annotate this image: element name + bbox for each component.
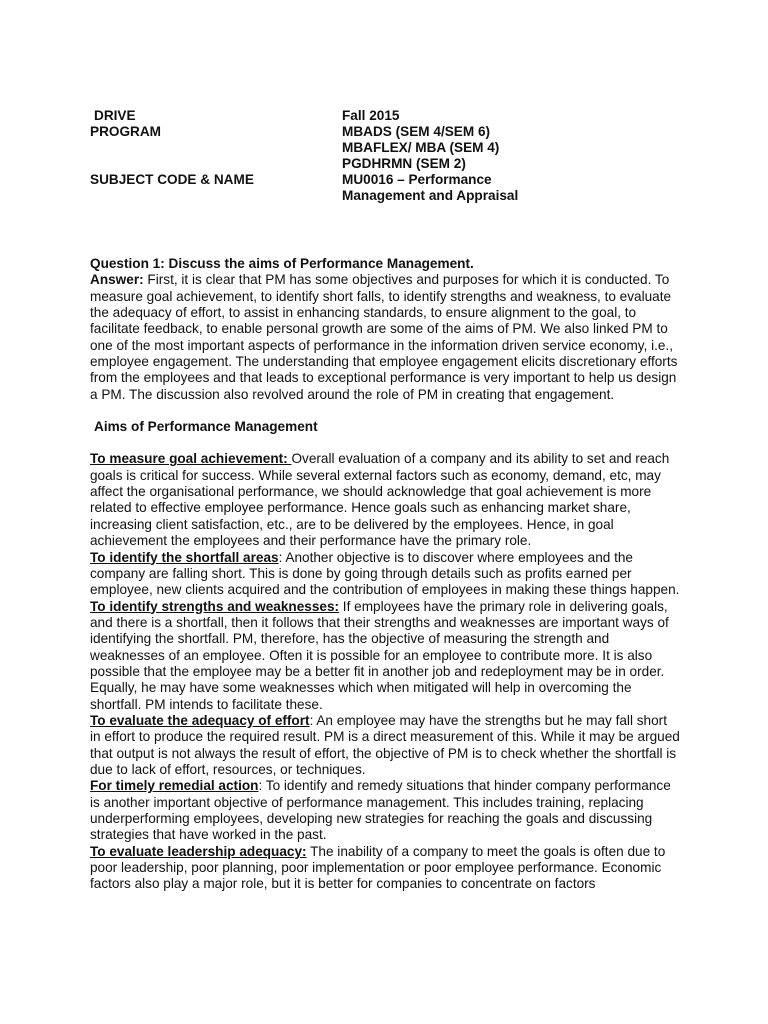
program-value: PGDHRMN (SEM 2): [342, 156, 466, 171]
aim-paragraph: [90, 844, 680, 893]
aim-text: : To identify and remedy situations that hinder company performance is another important objective of performance management. This includes training, replacing underperforming employees, developing new strategies for reaching the goals and discussing strategies that have worked in the past.: [90, 778, 671, 843]
question-title: Question 1: Discuss the aims of Performance Management.: [90, 256, 474, 271]
subject-value: Management and Appraisal: [342, 188, 519, 203]
subject-row: [90, 172, 690, 204]
program-row: [90, 124, 690, 172]
document-body: [90, 256, 680, 893]
aim-paragraph: [90, 713, 680, 778]
program-value-list: [342, 124, 690, 172]
aim-text: If employees have the primary role in delivering goals, and there is a shortfall, then it follows that their strengths and weaknesses are important ways of identifying the shortfall. PM, therefore, has the objective of measuring the strength and weaknesses of an employee. Often it is possible for an employee to contribute more. It is also possible that the employee may be a better fit in another job and redeployment may be in order. Equally, he may have some weaknesses which when mitigated will help in overcoming the shortfall. PM intends to facilitate these.: [90, 598, 669, 712]
program-value: MBADS (SEM 4/SEM 6): [342, 124, 491, 139]
answer-label: Answer:: [90, 272, 144, 288]
drive-row: [90, 108, 690, 124]
aim-paragraph: [90, 550, 680, 599]
aim-text: Overall evaluation of a company and its ability to set and reach goals is critical for success. While several external factors such as economy, demand, etc, may affect the organisational performance, we should acknowledge that goal achievement is more related to effective employee performance. Hence goals such as enhancing market share, increasing client satisfaction, etc., are to be delivered by the employees. Hence, in goal achievement the employees and their performance have the primary role.: [90, 451, 670, 549]
subject-label: SUBJECT CODE & NAME: [90, 172, 254, 187]
assignment-header: [90, 108, 690, 204]
subject-value: MU0016 – Performance: [342, 172, 492, 187]
aim-paragraph: [90, 451, 680, 549]
aim-label: For timely remedial action: [90, 778, 259, 794]
aim-label: To identify strengths and weaknesses:: [90, 598, 340, 614]
aim-label: To evaluate leadership adequacy:: [90, 843, 307, 859]
aim-text: : An employee may have the strengths but he may fall short in effort to produce the required result. PM is a direct measurement of this. While it may be argued that output is not always the result of effort, the objective of PM is to check whether the shortfall is due to lack of effort, resources, or techniques.: [90, 712, 680, 777]
program-label: PROGRAM: [90, 124, 161, 139]
spacer: [90, 435, 680, 451]
answer-paragraph: [90, 272, 680, 403]
aim-text: The inability of a company to meet the goals is often due to poor leadership, poor planning, poor implementation or poor employee performance. Economic factors also play a major role, but it is better for companies to concentrate on factors: [90, 843, 666, 892]
drive-value: Fall 2015: [342, 108, 400, 123]
aim-label: To identify the shortfall areas: [90, 549, 279, 565]
drive-label: DRIVE: [94, 108, 136, 123]
aim-text: : Another objective is to discover where employees and the company are falling short. This is done by going through details such as profits earned per employee, new clients acquired and the contribution of employees in making these things happen.: [90, 549, 680, 598]
aim-paragraph: [90, 599, 680, 713]
spacer: [90, 403, 680, 419]
subject-value-list: [342, 172, 690, 204]
aims-heading: Aims of Performance Management: [94, 419, 318, 435]
aim-label: To measure goal achievement:: [90, 451, 292, 467]
aim-paragraph: [90, 778, 680, 843]
answer-text: First, it is clear that PM has some objectives and purposes for which it is conducted. To measure goal achievement, to identify short falls, to identify strengths and weakness, to evaluate the adequacy of effort, to assist in enhancing standards, to ensure alignment to the goal, to facilitate feedback, to enable personal growth are some of the aims of PM. We also linked PM to one of the most important aspects of performance in the information driven service economy, i.e., employee engagement. The understanding that employee engagement elicits discretionary efforts from the employees and that leads to exceptional performance is very important to help us design a PM. The discussion also revolved around the role of PM in creating that engagement.: [90, 272, 678, 402]
program-value: MBAFLEX/ MBA (SEM 4): [342, 140, 500, 155]
aim-label: To evaluate the adequacy of effort: [90, 712, 310, 728]
